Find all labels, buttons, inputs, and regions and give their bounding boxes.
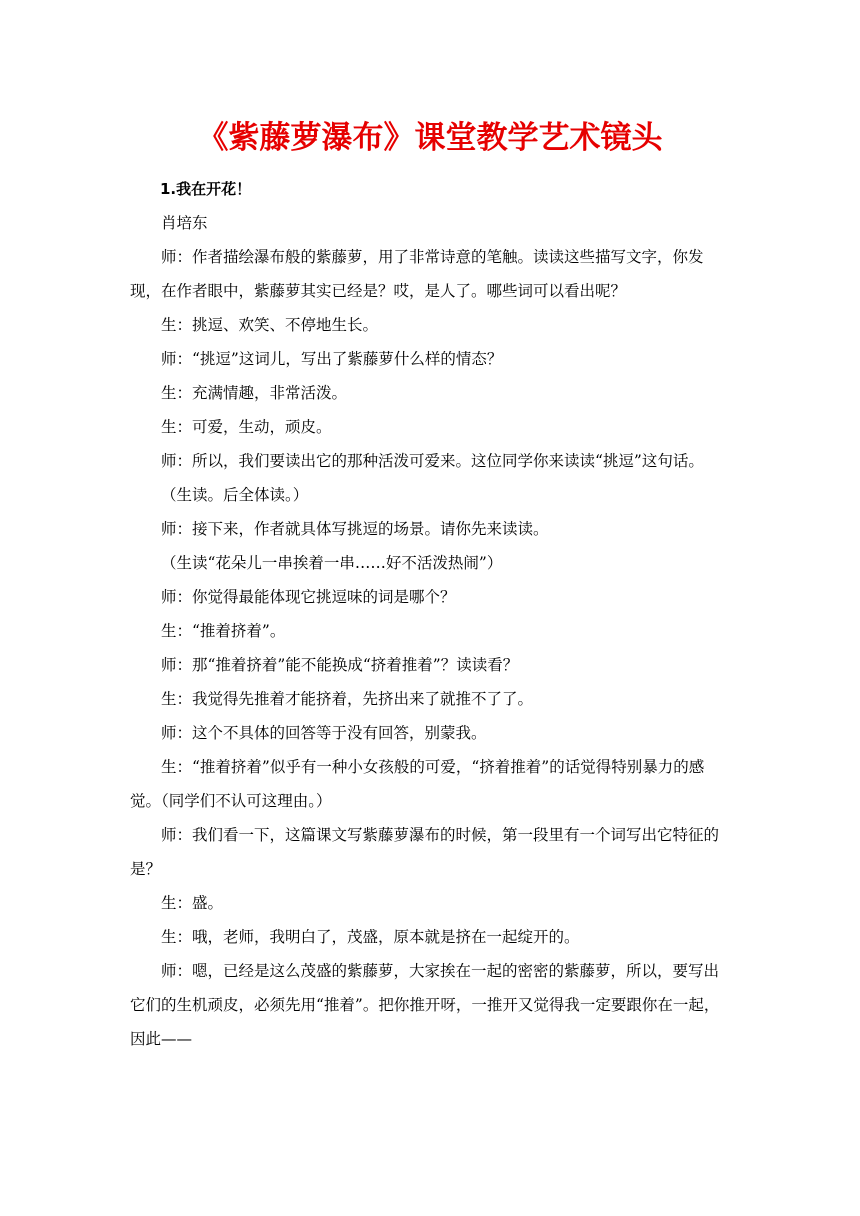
author-line: 肖培东: [161, 214, 208, 232]
paragraph: 师：“挑逗”这词儿，写出了紫藤萝什么样的情态？: [161, 350, 503, 368]
document-title: 《紫藤萝瀑布》课堂教学艺术镜头: [197, 120, 663, 156]
paragraph: 生：充满情趣，非常活泼。: [161, 384, 348, 402]
paragraph: 生：“推着挤着”似乎有一种小女孩般的可爱，“挤着推着”的话觉得特别暴力的感觉。（同学们不认可这理由。）: [130, 758, 705, 810]
paragraph: 师：那“推着挤着”能不能换成“挤着推着”？读读看？: [161, 656, 519, 674]
paragraph: 师：作者描绘瀑布般的紫藤萝，用了非常诗意的笔触。读读这些描写文字，你发现，在作者眼中，紫藤萝其实已经是？哎，是人了。哪些词可以看出呢？: [130, 248, 704, 300]
paragraph: （生读“花朵儿一串挨着一串……好不活泼热闹”）: [161, 554, 503, 572]
section-heading: 1.我在开花！: [160, 180, 252, 198]
document-body: [130, 172, 730, 1056]
paragraph: 师：所以，我们要读出它的那种活泼可爱来。这位同学你来读读“挑逗”这句话。: [161, 452, 704, 470]
paragraph: 生：“推着挤着”。: [161, 622, 286, 640]
paragraph: 师：这个不具体的回答等于没有回答，别蒙我。: [161, 724, 487, 742]
paragraph: 师：接下来，作者就具体写挑逗的场景。请你先来读读。: [161, 520, 549, 538]
paragraph: 师：你觉得最能体现它挑逗味的词是哪个？: [161, 588, 456, 606]
paragraph: 生：可爱，生动，顽皮。: [161, 418, 332, 436]
paragraph: （生读。后全体读。）: [161, 486, 309, 504]
paragraph: 生：我觉得先推着才能挤着，先挤出来了就推不了了。: [161, 690, 534, 708]
paragraph: 生：哦，老师，我明白了，茂盛，原本就是挤在一起绽开的。: [161, 928, 580, 946]
paragraph: 生：盛。: [161, 894, 224, 912]
paragraph: 师：我们看一下，这篇课文写紫藤萝瀑布的时候，第一段里有一个词写出它特征的是？: [130, 826, 720, 878]
paragraph: 师：嗯，已经是这么茂盛的紫藤萝，大家挨在一起的密密的紫藤萝，所以，要写出它们的生机顽皮，必须先用“推着”。把你推开呀，一推开又觉得我一定要跟你在一起，因此——: [130, 962, 720, 1048]
paragraph: 生：挑逗、欢笑、不停地生长。: [161, 316, 379, 334]
